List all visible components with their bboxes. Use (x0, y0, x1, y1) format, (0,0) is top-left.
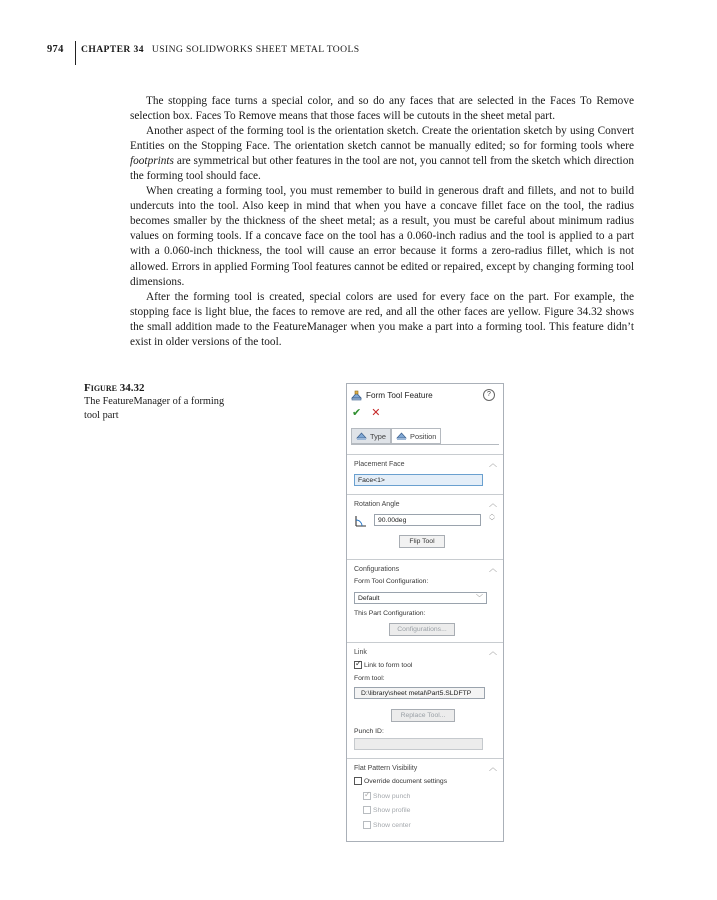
angle-icon (354, 514, 368, 527)
paragraph: When creating a forming tool, you must remember to build in generous draft and fillets, and not to build undercuts into the tool. Also keep in mind that when you have a concave fillet face on the tool, the radius becomes smaller by the thickness of the sheet metal; as a result, you must be careful about minimum radius values on forming tools. If a concave face on the tool has a 0.060-inch radius and the tool is applied to a part with a 0.060-inch thickness, the tool will cause an error because it forms a zero-radius fillet, which is not allowed. Errors in applied Forming Tool features cannot be edited or repaired, except by changing forming tool dimensions. (130, 185, 634, 288)
form-tool-path-field[interactable]: D:\library\sheet metal\Part5.SLDFTP (354, 687, 485, 699)
override-document-settings-label: Override document settings (364, 777, 448, 785)
rotation-angle-input[interactable]: 90.00deg (374, 514, 481, 526)
show-profile-label: Show profile (373, 806, 411, 814)
link-section (347, 642, 503, 755)
punch-id-input[interactable] (354, 738, 483, 750)
link-to-form-tool-checkbox[interactable] (354, 661, 412, 669)
configurations-section (347, 559, 503, 638)
cancel-x-icon[interactable]: ✕ (371, 407, 381, 419)
tab-type-label: Type (370, 431, 387, 441)
chapter-heading (81, 44, 359, 55)
chevron-up-icon[interactable]: ︿ (489, 564, 497, 573)
form-tool-configuration-label: Form Tool Configuration: (354, 578, 429, 585)
show-center-label: Show center (373, 821, 411, 829)
header-divider (75, 41, 76, 65)
checkbox-box (363, 806, 371, 814)
link-heading: Link (354, 649, 367, 656)
tab-position-label: Position (410, 431, 437, 441)
flat-pattern-visibility-heading: Flat Pattern Visibility (354, 765, 418, 772)
checkmark-icon: ✓ (355, 659, 362, 668)
figure-caption (84, 381, 234, 423)
show-punch-checkbox[interactable] (363, 792, 410, 800)
flat-pattern-visibility-section (347, 758, 503, 841)
tab-divider (351, 444, 499, 445)
page-number: 974 (47, 43, 64, 55)
body-text (130, 94, 634, 350)
paragraph: After the forming tool is created, special colors are used for every face on the part. For example, the stopping face is light blue, the faces to remove are red, and all the other faces are yellow. Figure 34.32 shows the small addition made to the FeatureManager when you make a part into a forming tool. This feature didn’t exist in older versions of the tool. (130, 290, 634, 348)
spin-arrows-icon[interactable]: ︿ ﹀ (488, 512, 495, 525)
placement-face-section (347, 454, 503, 493)
checkbox-box (363, 821, 371, 829)
form-tool-configuration-value: Default (358, 595, 380, 602)
paragraph: The stopping face turns a special color, and so do any faces that are selected in the Faces To Remove selection box. Faces To Remove means that those faces will be cutouts in the sheet metal part. (130, 95, 634, 123)
figure-caption-text: The FeatureManager of a forming tool part (84, 396, 225, 421)
this-part-configuration-label: This Part Configuration: (354, 610, 426, 617)
checkbox-box (354, 661, 362, 669)
chevron-up-icon[interactable]: ︿ (489, 459, 497, 468)
tab-position[interactable] (391, 428, 441, 444)
flip-tool-button[interactable]: Flip Tool (399, 535, 445, 548)
punch-id-label: Punch ID: (354, 728, 384, 735)
tab-type[interactable] (351, 428, 391, 444)
ok-cancel-row (352, 406, 380, 419)
placement-face-heading: Placement Face (354, 461, 405, 468)
override-document-settings-checkbox[interactable] (354, 777, 447, 785)
checkbox-box (354, 777, 362, 785)
chevron-down-icon: ﹀ (476, 595, 483, 602)
rotation-angle-section (347, 494, 503, 559)
chevron-up-icon[interactable]: ︿ (489, 647, 497, 656)
panel-title: Form Tool Feature (366, 390, 433, 400)
panel-tabs (351, 428, 441, 444)
configurations-heading: Configurations (354, 566, 400, 573)
show-punch-label: Show punch (373, 792, 411, 800)
chapter-number: CHAPTER 34 (81, 43, 144, 55)
chevron-up-icon[interactable]: ︿ (489, 499, 497, 508)
chevron-up-icon[interactable]: ︿ (489, 763, 497, 772)
show-center-checkbox[interactable] (363, 821, 411, 829)
link-to-form-tool-label: Link to form tool (364, 661, 413, 669)
show-profile-checkbox[interactable] (363, 806, 410, 814)
placement-face-selection-box[interactable]: Face<1> (354, 474, 483, 486)
form-tool-feature-panel (346, 383, 504, 842)
chapter-title: USING SOLIDWORKS SHEET METAL TOOLS (151, 43, 360, 55)
paragraph: Another aspect of the forming tool is the orientation sketch. Create the orientation sketch by using Convert Entities on the Stopping Face. The orientation sketch cannot be manually edited; so for forming tools where footprints are symmetrical but other features in the tool are not, you cannot tell from the sketch which direction the forming tool should face. (130, 125, 634, 183)
configurations-button[interactable]: Configurations... (389, 623, 455, 636)
form-tool-label: Form tool: (354, 675, 385, 682)
running-header (47, 38, 359, 60)
ok-check-icon[interactable]: ✔ (352, 407, 362, 419)
help-icon[interactable]: ? (483, 389, 495, 401)
form-tool-configuration-select[interactable] (354, 592, 487, 604)
panel-title-bar (351, 388, 499, 402)
position-tab-icon (396, 431, 407, 441)
rotation-angle-heading: Rotation Angle (354, 501, 400, 508)
checkbox-box (363, 792, 371, 800)
type-tab-icon (356, 431, 367, 441)
figure-label: Figure 34.32 (84, 382, 145, 394)
form-tool-icon (351, 390, 362, 401)
emphasis: footprints (130, 155, 174, 168)
replace-tool-button[interactable]: Replace Tool... (391, 709, 455, 722)
checkmark-icon: ✓ (364, 790, 371, 799)
